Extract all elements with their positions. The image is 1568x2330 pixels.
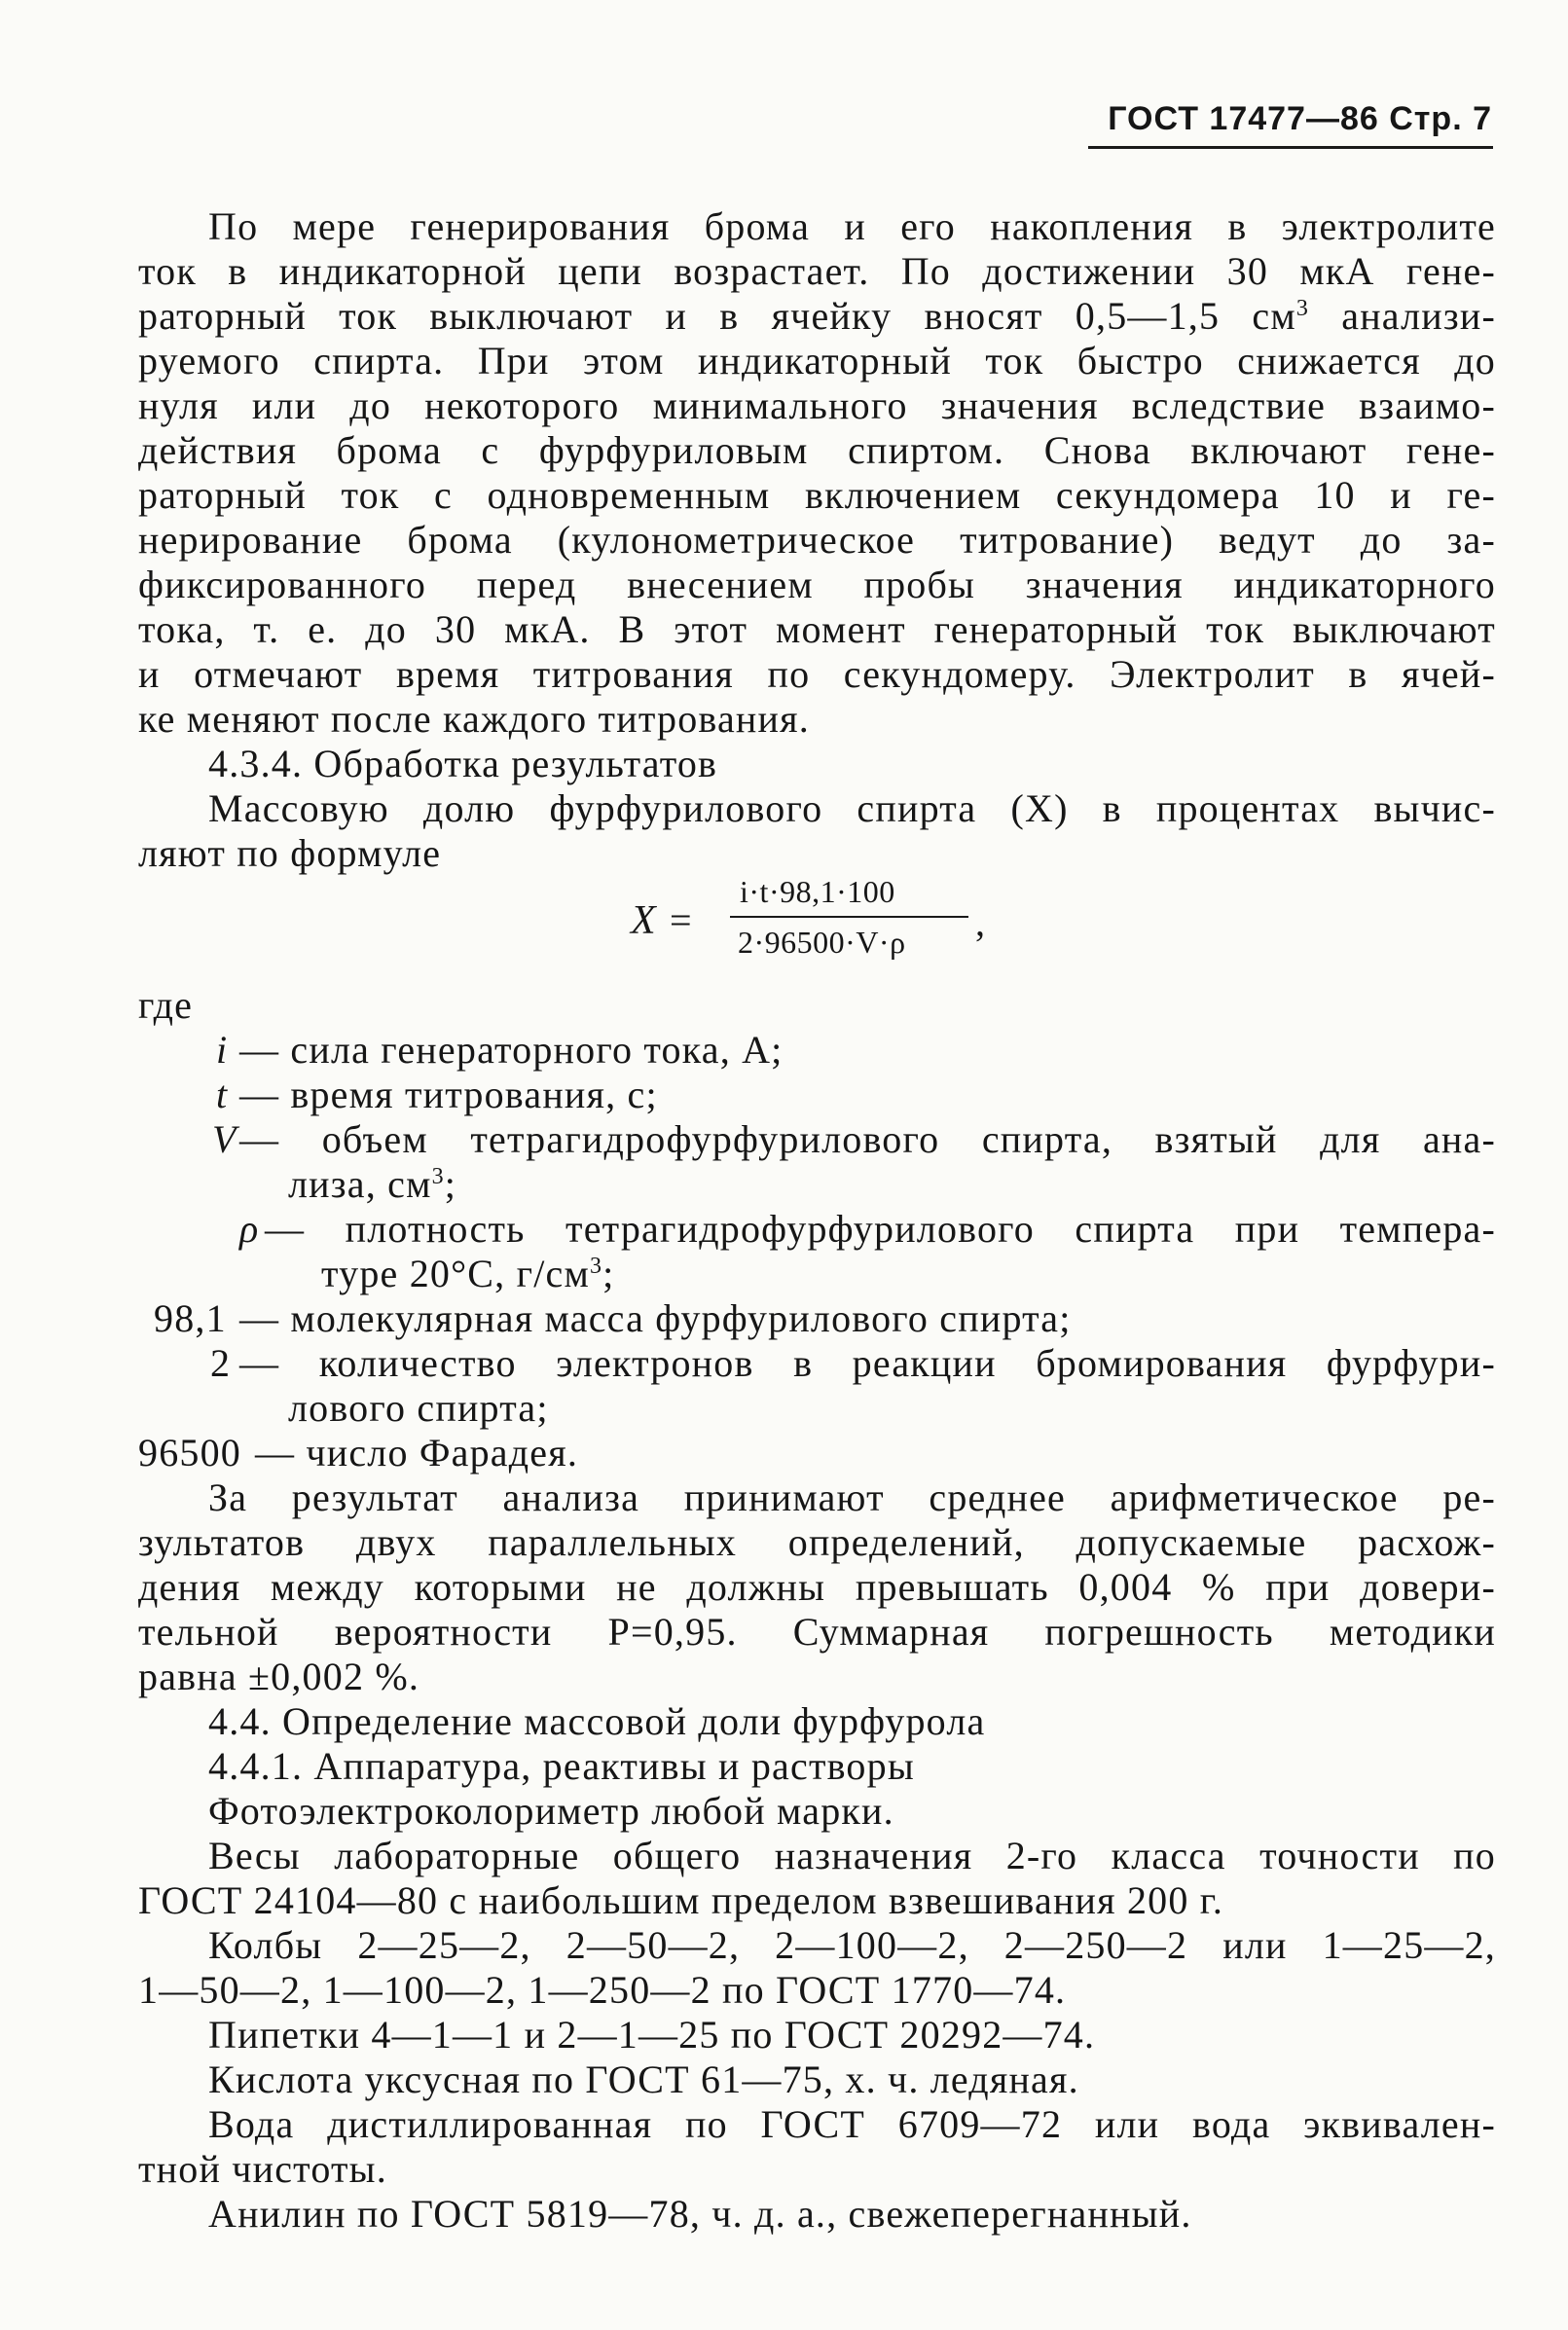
- legend-symbol: 96500: [138, 1431, 241, 1474]
- legend-text: — количество электронов в реакции бромирования фурфури-: [239, 1341, 1496, 1385]
- formula-denominator: 2·96500·V·ρ: [738, 925, 906, 960]
- text-line: ке меняют после каждого титрования.: [138, 697, 810, 741]
- legend-symbol: 98,1: [154, 1296, 227, 1340]
- formula-numerator: i·t·98,1·100: [740, 874, 895, 909]
- text-line: нуля или до некоторого минимального значения вследствие взаимо-: [138, 383, 1496, 427]
- text-line: ток в индикаторной цепи возрастает. По достижении 30 мкА гене-: [138, 249, 1496, 293]
- legend-text: — время титрования, с;: [239, 1073, 658, 1116]
- superscript: 3: [1295, 296, 1310, 321]
- fraction-bar: [730, 916, 968, 918]
- formula-equals: =: [670, 898, 692, 942]
- text-line: тной чистоты.: [138, 2147, 387, 2191]
- text-line: 1—50—2, 1—100—2, 1—250—2 по ГОСТ 1770—74.: [138, 1968, 1067, 2012]
- text-line: Кислота уксусная по ГОСТ 61—75, х. ч. ледяная.: [208, 2057, 1079, 2101]
- formula-comma: ,: [975, 900, 985, 944]
- text-line: действия брома с фурфуриловым спиртом. Снова включают гене-: [138, 428, 1496, 472]
- legend-continuation: лового спирта;: [288, 1386, 549, 1430]
- text-line: зультатов двух параллельных определений, допускаемые расхож-: [138, 1520, 1496, 1564]
- text-line: и отмечают время титрования по секундомеру. Электролит в ячей-: [138, 652, 1496, 696]
- header-rule: [1088, 146, 1493, 149]
- subsection-heading: 4.4.1. Аппаратура, реактивы и растворы: [208, 1744, 915, 1788]
- text-line: Вода дистиллированная по ГОСТ 6709—72 или вода эквивален-: [208, 2102, 1496, 2146]
- where-label: где: [138, 983, 194, 1027]
- text-line: Фотоэлектроколориметр любой марки.: [208, 1789, 894, 1833]
- text-line: дения между которыми не должны превышать 0,004 % при довери-: [138, 1565, 1496, 1609]
- text-line: Массовую долю фурфурилового спирта (X) в процентах вычис-: [208, 786, 1496, 830]
- text-line: ГОСТ 24104—80 с наибольшим пределом взвешивания 200 г.: [138, 1878, 1224, 1922]
- page-header: ГОСТ 17477—86 Стр. 7: [1108, 100, 1492, 137]
- legend-text: — сила генераторного тока, А;: [239, 1028, 784, 1072]
- text-line: Пипетки 4—1—1 и 2—1—25 по ГОСТ 20292—74.: [208, 2013, 1096, 2057]
- legend-text: — объем тетрагидрофурфурилового спирта, взятый для ана-: [239, 1117, 1496, 1161]
- text-line: равна ±0,002 %.: [138, 1655, 420, 1698]
- legend-symbol: 2: [210, 1341, 232, 1385]
- text-line: Колбы 2—25—2, 2—50—2, 2—100—2, 2—250—2 или 1—25—2,: [208, 1923, 1496, 1967]
- legend-symbol: V: [212, 1117, 237, 1161]
- text-line: фиксированного перед внесением пробы значения индикаторного: [138, 563, 1496, 606]
- legend-continuation: лиза, $см^3$;: [288, 1162, 457, 1206]
- text-line: [138, 294, 1496, 339]
- text-line: руемого спирта. При этом индикаторный ток быстро снижается до: [138, 339, 1496, 382]
- text-line: Весы лабораторные общего назначения 2-го класса точности по: [208, 1834, 1496, 1877]
- legend-symbol: t: [216, 1073, 229, 1116]
- text-line: Анилин по ГОСТ 5819—78, ч. д. а., свежеперегнанный.: [208, 2192, 1192, 2236]
- text-line: раторный ток с одновременным включением секундомера 10 и ге-: [138, 473, 1496, 517]
- text-line: нерирование брома (кулонометрическое титрование) ведут до за-: [138, 518, 1496, 562]
- section-heading: 4.4. Определение массовой доли фурфурола: [208, 1699, 986, 1743]
- text-span: раторный ток выключают и в ячейку вносят 0,5—1,5 см: [138, 294, 1296, 338]
- text-line: тельной вероятности P=0,95. Суммарная погрешность методики: [138, 1610, 1496, 1654]
- legend-text: — плотность тетрагидрофурфурилового спирта при темпера-: [265, 1207, 1496, 1251]
- section-heading: 4.3.4. Обработка результатов: [208, 742, 718, 785]
- formula-lhs: X: [631, 898, 656, 943]
- text-line: тока, т. е. до 30 мкА. В этот момент генераторный ток выключают: [138, 607, 1496, 651]
- legend-symbol: i: [216, 1028, 229, 1072]
- text-line: ляют по формуле: [138, 831, 442, 875]
- legend-symbol: ρ: [239, 1207, 260, 1251]
- legend-continuation: туре 20°C, $г/см^3$;: [321, 1252, 615, 1295]
- legend-text: — молекулярная масса фурфурилового спирта;: [239, 1296, 1072, 1340]
- text-line: По мере генерирования брома и его накопления в электролите: [208, 204, 1496, 248]
- text-line: За результат анализа принимают среднее арифметическое ре-: [208, 1475, 1496, 1519]
- text-span: анализи-: [1341, 294, 1496, 338]
- formula: [631, 874, 1001, 971]
- legend-text: — число Фарадея.: [255, 1431, 579, 1474]
